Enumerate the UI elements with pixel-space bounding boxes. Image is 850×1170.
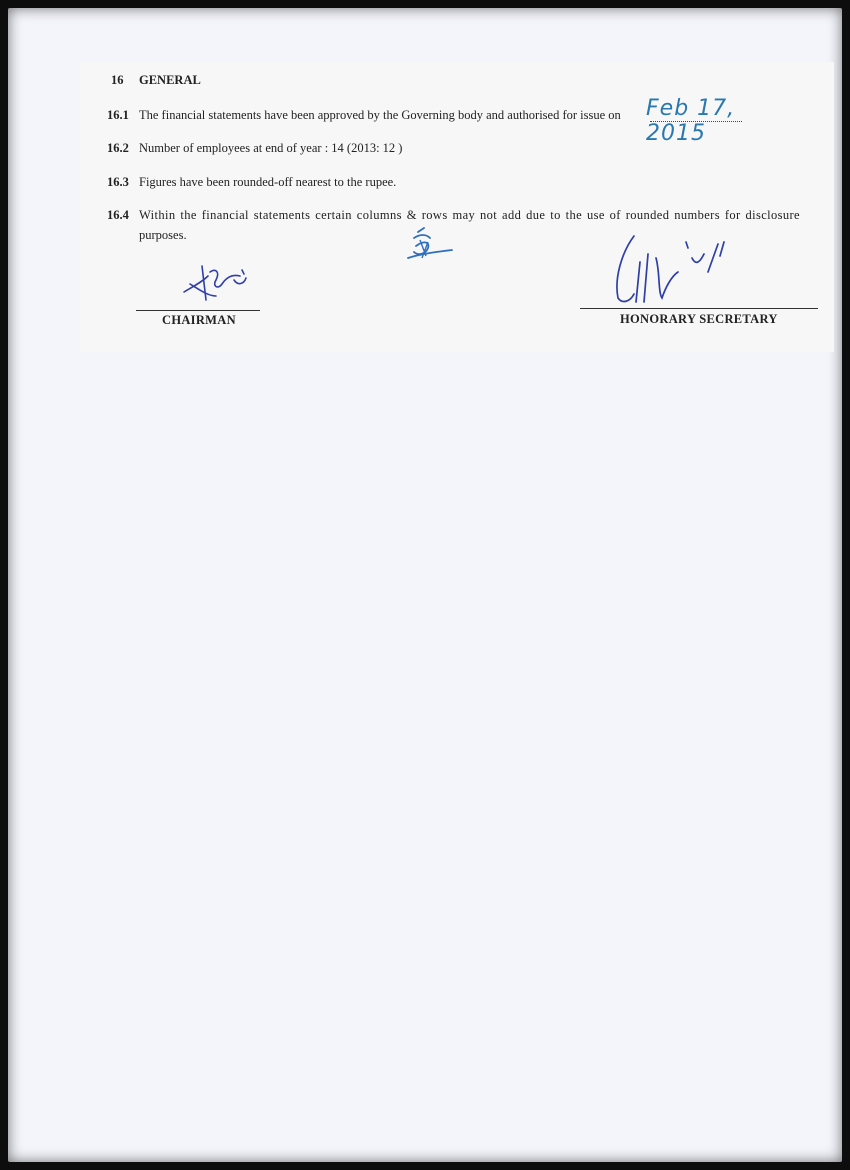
item-number: 16.4 [107, 208, 129, 222]
section-title: GENERAL [139, 73, 201, 87]
item-text-line2: purposes. [139, 228, 187, 242]
section-number: 16 [111, 73, 124, 87]
chairman-signature-line [136, 310, 260, 311]
chairman-label: CHAIRMAN [162, 313, 236, 327]
initials-signature [400, 226, 460, 266]
secretary-signature [600, 232, 750, 308]
item-text: Number of employees at end of year : 14 (2013: 12 ) [139, 141, 403, 155]
item-number: 16.2 [107, 141, 129, 155]
item-text: Figures have been rounded-off nearest to the rupee. [139, 175, 397, 189]
chairman-signature [180, 262, 270, 306]
handwritten-date: Feb 17, 2015 [646, 96, 736, 146]
secretary-label: HONORARY SECRETARY [620, 312, 778, 326]
item-number: 16.3 [107, 175, 129, 189]
date-underline [650, 121, 742, 122]
secretary-signature-line [580, 308, 818, 309]
item-number: 16.1 [107, 108, 129, 122]
item-text: The financial statements have been approved by the Governing body and authorised for issue on [139, 108, 621, 122]
item-text-line1: Within the financial statements certain columns & rows may not add due to the use of rounded numbers for disclosure [139, 208, 800, 222]
document-page [8, 8, 842, 1162]
